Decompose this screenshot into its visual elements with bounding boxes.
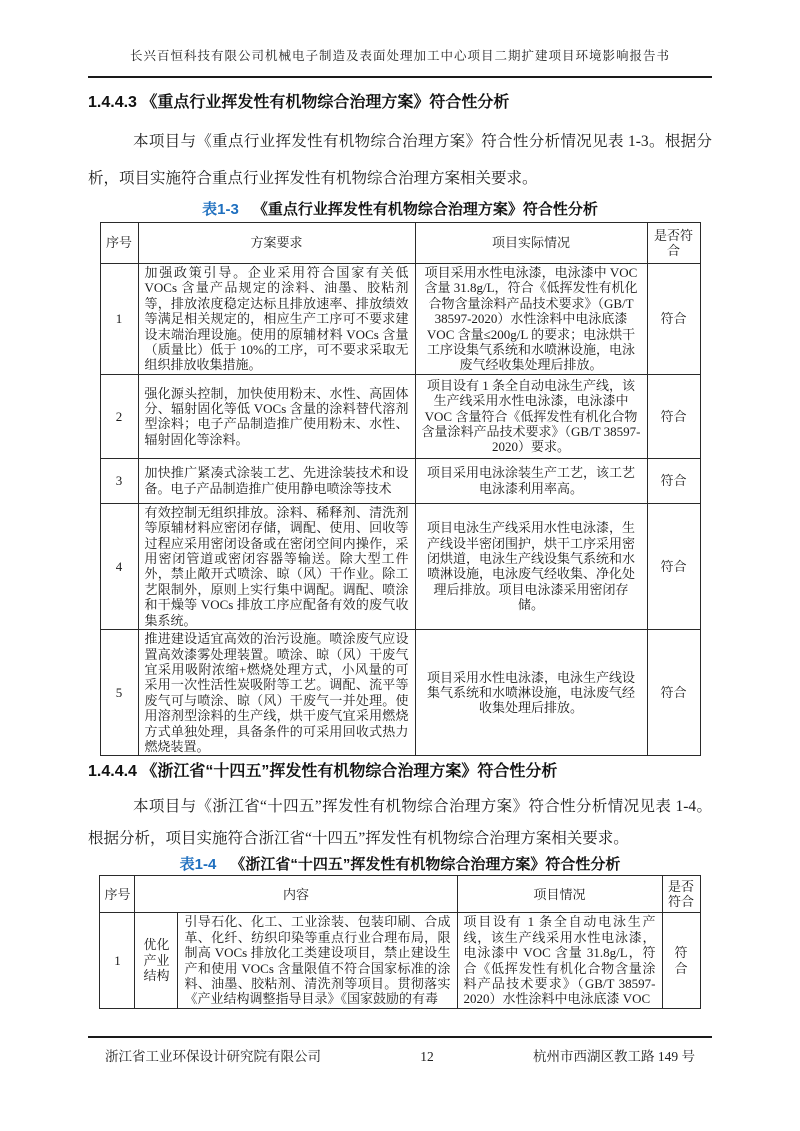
cell-actual: 项目采用电泳涂装生产工艺，该工艺电泳漆利用率高。 <box>415 458 647 503</box>
cell-actual: 项目设有 1 条全自动电泳生产线，该生产线采用水性电泳漆，电泳漆中 VOC 含量符合《低挥发性有机化合物含量涂料产品技术要求》（GB/T 38597-2020）要求。 <box>415 374 647 458</box>
cell-requirement: 有效控制无组织排放。涂料、稀释剂、清洗剂等原辅材料应密闭存储，调配、使用、回收等过程应采用密闭设备或在密闭空间内操作，采用密闭管道或密闭容器等输送。除大型工件外，禁止敞开式喷涂、晾（风）干作业。除工艺限制外，原则上实行集中调配。调配、喷涂和干燥等 VOCs 排放工序应配备有效的废气收集系统。 <box>138 503 415 629</box>
table-1-3-caption-title: 《重点行业挥发性有机物综合治理方案》符合性分析 <box>252 201 598 218</box>
cell-no: 5 <box>100 630 138 756</box>
col-header-no: 序号 <box>100 223 138 264</box>
cell-comply: 符合 <box>662 913 700 1008</box>
table-1-3-caption-label: 表1-3 <box>202 201 239 218</box>
table-row <box>100 630 700 756</box>
cell-no: 4 <box>100 503 138 629</box>
cell-no: 1 <box>100 913 135 1008</box>
table-header-row <box>100 876 700 913</box>
col-header-comply: 是否符合 <box>662 876 700 913</box>
cell-content: 引导石化、化工、工业涂装、包装印刷、合成革、化纤、纺织印染等重点行业合理布局，限制高 VOCs 排放化工类建设项目，禁止建设生产和使用 VOCs 含量限值不符合国家标准的涂料、油墨、胶粘剂、清洗剂等项目。贯彻落实《产业结构调整指导目录》《国家鼓励的有毒 <box>178 913 457 1008</box>
cell-requirement: 加快推广紧凑式涂装工艺、先进涂装技术和设备。电子产品制造推广使用静电喷涂等技术 <box>138 458 415 503</box>
table-1-4-caption-label: 表1-4 <box>179 856 217 874</box>
cell-comply: 符合 <box>647 630 700 756</box>
col-header-actual: 项目实际情况 <box>415 223 647 264</box>
table-row <box>100 458 700 503</box>
table-row <box>100 913 700 1008</box>
col-header-situation: 项目情况 <box>457 876 662 913</box>
cell-requirement: 推进建设适宜高效的治污设施。喷涂废气应设置高效漆雾处理装置。喷涂、晾（风）干废气宜采用吸附浓缩+燃烧处理方式，小风量的可采用一次性活性炭吸附等工艺。调配、流平等废气可与喷涂、晾（风）干废气一并处理。使用溶剂型涂料的生产线，烘干废气宜采用燃烧方式单独处理，具备条件的可采用回收式热力燃烧装置。 <box>138 630 415 756</box>
cell-comply: 符合 <box>647 458 700 503</box>
table-1-4-caption-title: 《浙江省“十四五”挥发性有机物综合治理方案》符合性分析 <box>230 856 621 874</box>
table-row <box>100 374 700 458</box>
header-rule <box>88 76 712 78</box>
page-footer <box>88 1036 712 1065</box>
compliance-table-1-4 <box>99 875 700 1008</box>
compliance-table-1-3 <box>100 222 701 756</box>
col-header-content: 内容 <box>135 876 457 913</box>
table-header-row <box>100 223 700 264</box>
section-paragraph-1444: 本项目与《浙江省“十四五”挥发性有机物综合治理方案》符合性分析情况见表 1-4。根据分析，项目实施符合浙江省“十四五”挥发性有机物综合治理方案相关要求。 <box>88 798 712 848</box>
cell-no: 2 <box>100 374 138 458</box>
cell-actual: 项目采用水性电泳漆，电泳漆中 VOC 含量 31.8g/L，符合《低挥发性有机化合物含量涂料产品技术要求》（GB/T 38597-2020）水性涂料中电泳底漆 VOC 含量≤200g/L 的要求；电泳烘干工序设集气系统和水喷淋设施，电泳废气经收集处理后排放。 <box>415 264 647 375</box>
table-1-3-caption <box>88 199 712 220</box>
cell-comply: 符合 <box>647 503 700 629</box>
section-heading-1443: 1.4.4.3 《重点行业挥发性有机物综合治理方案》符合性分析 <box>88 94 510 111</box>
footer-page-number: 12 <box>420 1049 434 1064</box>
cell-requirement: 加强政策引导。企业采用符合国家有关低 VOCs 含量产品规定的涂料、油墨、胶粘剂等，排放浓度稳定达标且排放速率、排放绩效等满足相关规定的，相应生产工序可不要求建设末端治理设施。使用的原辅材料 VOCs 含量（质量比）低于 10%的工序，可不要求采取无组织排放收集措施。 <box>138 264 415 375</box>
footer-company: 浙江省工业环保设计研究院有限公司 <box>105 1049 321 1064</box>
cell-situation: 项目设有 1 条全自动电泳生产线，该生产线采用水性电泳漆，电泳漆中 VOC 含量 31.8g/L，符合《低挥发性有机化合物含量涂料产品技术要求》（GB/T 38597-2020）水性涂料中电泳底漆 VOC <box>457 913 662 1008</box>
cell-actual: 项目采用水性电泳漆，电泳生产线设集气系统和水喷淋设施，电泳废气经收集处理后排放。 <box>415 630 647 756</box>
col-header-no: 序号 <box>100 876 135 913</box>
cell-actual: 项目电泳生产线采用水性电泳漆，生产线设半密闭围护，烘干工序采用密闭烘道，电泳生产线设集气系统和水喷淋设施，电泳废气经收集、净化处理后排放。项目电泳漆采用密闭存储。 <box>415 503 647 629</box>
table-1-4-caption <box>88 855 712 875</box>
table-row <box>100 264 700 375</box>
col-header-comply: 是否符合 <box>647 223 700 264</box>
table-row <box>100 503 700 629</box>
footer-address: 杭州市西湖区教工路 149 号 <box>533 1049 695 1064</box>
section-paragraph-1443: 本项目与《重点行业挥发性有机物综合治理方案》符合性分析情况见表 1-3。根据分析，项目实施符合重点行业挥发性有机物综合治理方案相关要求。 <box>88 133 712 187</box>
document-header-title: 长兴百恒科技有限公司机械电子制造及表面处理加工中心项目二期扩建项目环境影响报告书 <box>129 49 670 63</box>
col-header-requirement: 方案要求 <box>138 223 415 264</box>
cell-no: 3 <box>100 458 138 503</box>
cell-no: 1 <box>100 264 138 375</box>
cell-requirement: 强化源头控制，加快使用粉末、水性、高固体分、辐射固化等低 VOCs 含量的涂料替代溶剂型涂料；电子产品制造推广使用粉末、水性、辐射固化等涂料。 <box>138 374 415 458</box>
cell-category: 优化产业结构 <box>135 913 178 1008</box>
section-heading-1444: 1.4.4.4 《浙江省“十四五”挥发性有机物综合治理方案》符合性分析 <box>88 763 558 781</box>
cell-comply: 符合 <box>647 264 700 375</box>
cell-comply: 符合 <box>647 374 700 458</box>
